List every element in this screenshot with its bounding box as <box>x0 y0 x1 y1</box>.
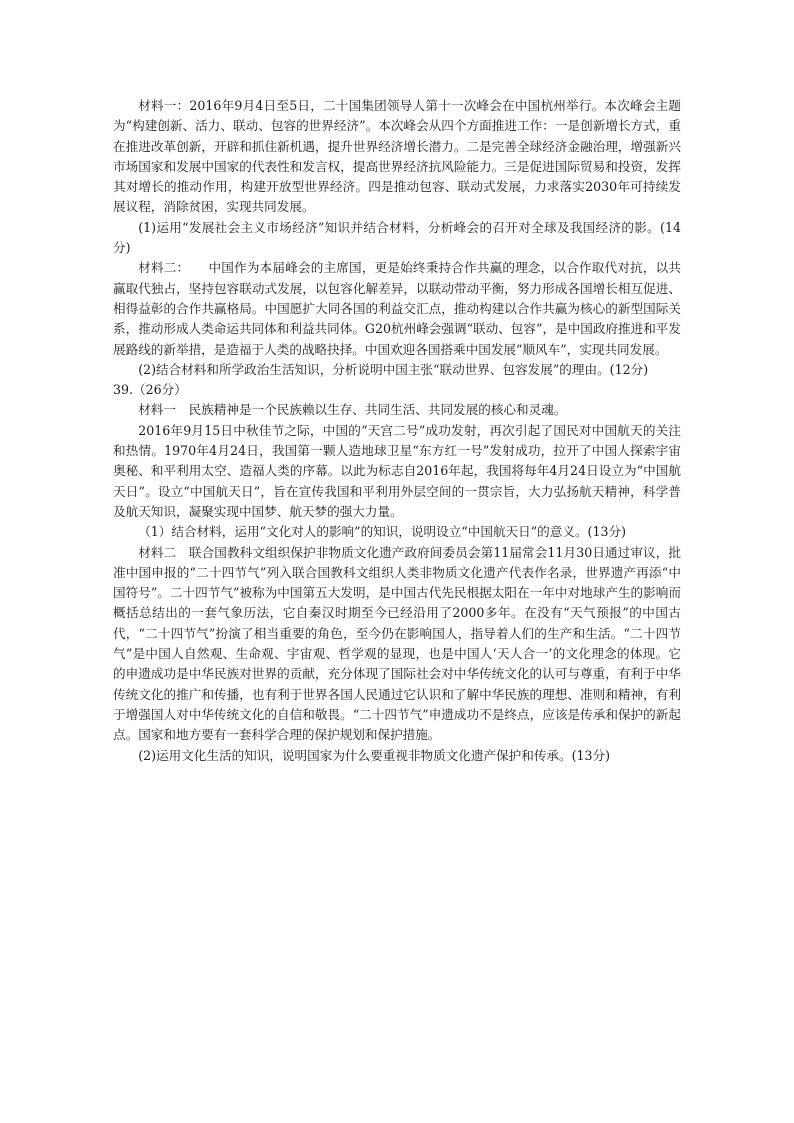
q39-question-2-paragraph: (2)运用文化生活的知识，说明国家为什么要重视非物质文化遗产保护和传承。(13分) <box>138 747 611 763</box>
q39-question-1-paragraph: （1）结合材料，运用“文化对人的影响”的知识，说明设立“中国航天日”的意义。(13分) <box>138 524 626 540</box>
material-2-paragraph: 材料二： 中国作为本届峰会的主席国，更是始终秉持合作共赢的理念，以合作取代对抗，以共赢取代独占，坚持包容联动式发展，以包容化解差异，以联动带动平衡，努力形成各国增长相互促进、相得益彰的合作共赢格局。中国愿扩大同各国的利益交汇点，推动构建以合作共赢为核心的新型国际关系，推动形成人类命运共同体和利益共同体。G20杭州峰会强调“联动、包容”，是中国政府推进和平发展路线的新举措，是造福于人类的战略抉择。中国欢迎各国搭乘中国发展“顺风车”，实现共同发展。 <box>113 260 681 357</box>
q39-material-1-intro: 材料一 民族精神是一个民族赖以生存、共同生活、共同发展的核心和灵魂。 <box>138 402 567 418</box>
q39-material-2-paragraph: 材料二 联合国教科文组织保护非物质文化遗产政府间委员会第11届常会11月30日通过审议，批准中国申报的“二十四节气”列入联合国教科文组织人类非物质文化遗产代表作名录，世界遗产再添“中国符号”。二十四节气”被称为中国第五大发明，是中国古代先民根据太阳在一年中对地球产生的影响而概括总结出的一套气象历法，它自秦汉时期至今已经沿用了2000多年。在没有“天气预报”的中国古代，“二十四节气”扮演了相当重要的角色，至今仍在影响国人，指导着人们的生产和生活。“二十四节气”是中国人自然观、生命观、宇宙观、哲学观的显现，也是中国人‘天人合一’的文化理念的体现。它的申遗成功是中华民族对世界的贡献，充分体现了国际社会对中华传统文化的认可与尊重，有利于中华传统文化的推广和传播，也有利于世界各国人民通过它认识和了解中华民族的理想、准则和精神，有利于增强国人对中华传统文化的自信和敬畏。“二十四节气”申遗成功不是终点，应该是传承和保护的新起点。国家和地方要有一套科学合理的保护规划和保护措施。 <box>113 544 681 743</box>
question-39-heading: 39.（26分） <box>113 382 187 398</box>
document-body <box>113 96 681 766</box>
question-1-paragraph: (1)运用“发展社会主义市场经济”知识并结合材料，分析峰会的召开对全球及我国经济的影。(14分) <box>113 219 681 256</box>
material-1-paragraph: 材料一：2016年9月4日至5日，二十国集团领导人第十一次峰会在中国杭州举行。本次峰会主题为“构建创新、活力、联动、包容的世界经济”。本次峰会从四个方面推进工作：一是创新增长方式，重在推进改革创新，开辟和抓住新机遇，提升世界经济增长潜力。二是完善全球经济金融治理，增强新兴市场国家和发展中国家的代表性和发言权，提高世界经济抗风险能力。三是促进国际贸易和投资，发挥其对增长的推动作用，构建开放型世界经济。四是推动包容、联动式发展，力求落实2030年可持续发展议程，消除贫困，实现共同发展。 <box>113 98 681 215</box>
q39-material-1-paragraph: 2016年9月15日中秋佳节之际，中国的“天宫二号”成功发射，再次引起了国民对中国航天的关注和热情。1970年4月24日，我国第一颗人造地球卫星“东方红一号”发射成功，拉开了中国人探索宇宙奥秘、和平利用太空、造福人类的序幕。以此为标志自2016年起，我国将每年4月24日设立为“中国航天日”。设立“中国航天日”，旨在宣传我国和平利用外层空间的一贯宗旨，大力弘扬航天精神，科学普及航天知识，凝聚实现中国梦、航天梦的强大力量。 <box>113 422 681 519</box>
question-2-paragraph: (2)结合材料和所学政治生活知识，分析说明中国主张“联动世界、包容发展”的理由。(12分) <box>138 361 649 377</box>
